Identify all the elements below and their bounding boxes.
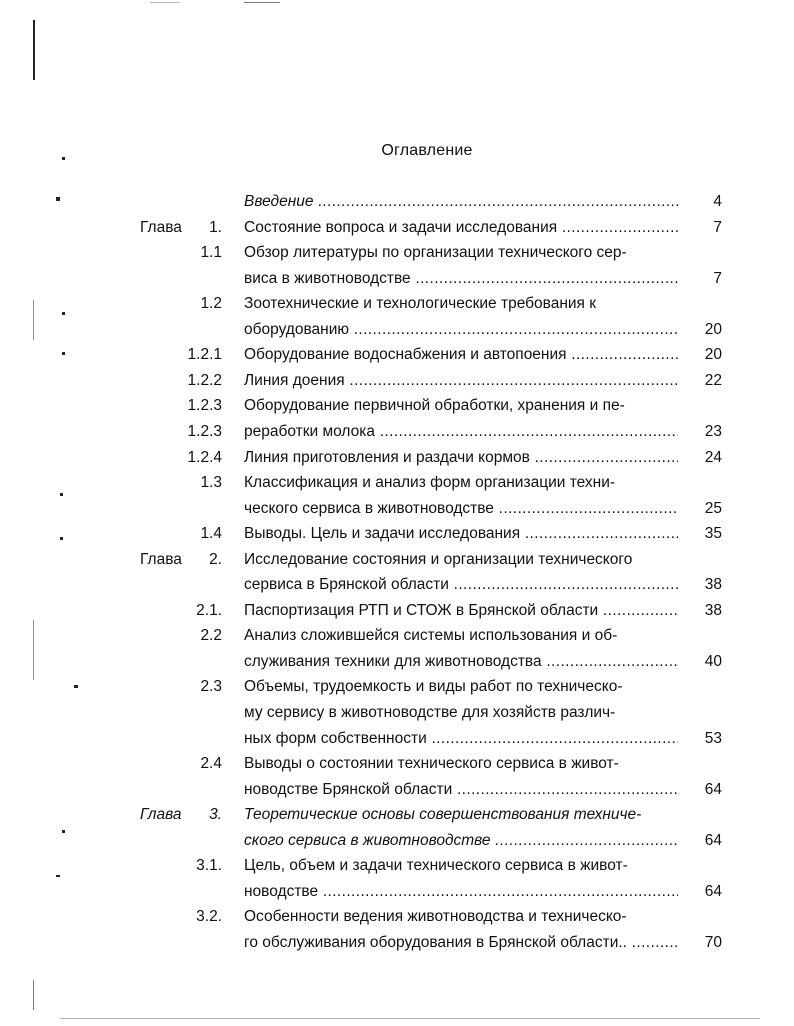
toc-entry-text: Зоотехнические и технологические требования к [244,295,597,312]
section-number: 3.1. [196,857,222,874]
scan-edge-line [33,20,35,80]
page-number: 35 [704,525,722,542]
page-number: 64 [704,883,722,900]
section-number: 1.4 [200,525,222,542]
page-title: Оглавление [381,142,473,159]
toc-entry-text: му сервису в животноводстве для хозяйств различ- [244,704,616,721]
section-number: 3.2. [196,908,222,925]
section-number: 1.2.1 [187,346,222,363]
page-number: 7 [713,219,722,236]
toc-entry-text: Цель, объем и задачи технического сервиса в живот- [244,857,628,874]
toc-entry-text: Состояние вопроса и задачи исследования ..... [244,216,678,240]
scan-speck [56,197,60,201]
toc-entry-text: Объемы, трудоемкость и виды работ по техническо- [244,678,623,695]
toc-entry-text: Линия доения ..... [244,369,678,393]
page-number: 4 [713,193,722,210]
page-number: 64 [704,832,722,849]
page-number: 53 [704,730,722,747]
toc-entry-text: Анализ сложившейся системы использования и об- [244,627,618,644]
toc-entry-text: ных форм собственности ..... [244,727,678,751]
toc-entry-text: новодстве Брянской области ..... [244,778,678,802]
section-number: 2.4 [200,755,222,772]
chapter-label: Глава [140,806,182,823]
toc-entry-text: ческого сервиса в животноводстве ..... [244,497,678,521]
page-number: 40 [704,653,722,670]
toc-entry-text: Теоретические основы совершенствования техниче- [244,806,642,823]
page-number: 22 [704,372,722,389]
section-number: 2.2 [200,627,222,644]
toc-entry-text: Паспортизация РТП и СТОЖ в Брянской области ..... [244,599,678,623]
section-number: 1.2.3 [187,397,222,414]
section-number: 3. [209,806,222,823]
page-number: 38 [704,602,722,619]
page-number: 20 [704,321,722,338]
page-number: 70 [704,934,722,951]
toc-entry-text: новодстве ..... [244,880,678,904]
toc-entry-text: ского сервиса в животноводстве ..... [244,829,678,853]
toc-entry-text: сервиса в Брянской области ..... [244,573,678,597]
scan-edge-line [33,620,34,680]
section-number: 1.2 [200,295,222,312]
scan-bottom-line [60,1018,760,1019]
page-number: 64 [704,781,722,798]
toc-entry-text: го обслуживания оборудования в Брянской области.. ..... [244,931,678,955]
scan-speck [62,352,65,355]
scan-top-line [150,2,180,3]
toc-entry-text: Оборудование первичной обработки, хранения и пе- [244,397,625,414]
toc-entry-text: Особенности ведения животноводства и техническо- [244,908,627,925]
page-number: 20 [704,346,722,363]
scan-top-line [244,2,280,3]
section-number: 1.1 [200,244,222,261]
section-number: 2.1. [196,602,222,619]
scan-speck [60,537,63,540]
section-number: 1. [209,219,222,236]
scan-edge-line [33,980,34,1010]
page-number: 38 [704,576,722,593]
section-number: 1.2.2 [187,372,222,389]
toc-entry-text: Линия приготовления и раздачи кормов ..... [244,446,678,470]
toc-entry-text: Выводы о состоянии технического сервиса в живот- [244,755,619,772]
toc-entry-text: Классификация и анализ форм организации техни- [244,474,616,491]
toc-entry-text: Введение ..... [244,190,678,214]
section-number: 2. [209,551,222,568]
toc-entry-text: виса в животноводстве ..... [244,267,678,291]
toc-entry-text: Оборудование водоснабжения и автопоения ..... [244,343,678,367]
toc-entry-text: служивания техники для животноводства ..... [244,650,678,674]
scan-speck [74,685,78,688]
scan-edge-line [33,300,34,340]
section-number: 1.2.4 [187,449,222,466]
page-number: 7 [713,270,722,287]
section-number: 2.3 [200,678,222,695]
scan-speck [56,875,60,877]
toc-entry-text: Обзор литературы по организации технического сер- [244,244,627,261]
page-number: 24 [704,449,722,466]
chapter-label: Глава [140,551,182,568]
page-number: 23 [704,423,722,440]
toc-entry-text: Выводы. Цель и задачи исследования ..... [244,522,678,546]
toc-entry-text: оборудованию ..... [244,318,678,342]
page-number: 25 [704,500,722,517]
section-number: 1.2.3 [187,423,222,440]
scan-speck [62,830,65,833]
toc-entry-text: Исследование состояния и организации технического [244,551,633,568]
scan-speck [60,493,63,496]
toc-entry-text: реработки молока ..... [244,420,678,444]
chapter-label: Глава [140,219,182,236]
section-number: 1.3 [200,474,222,491]
scan-speck [62,312,65,315]
